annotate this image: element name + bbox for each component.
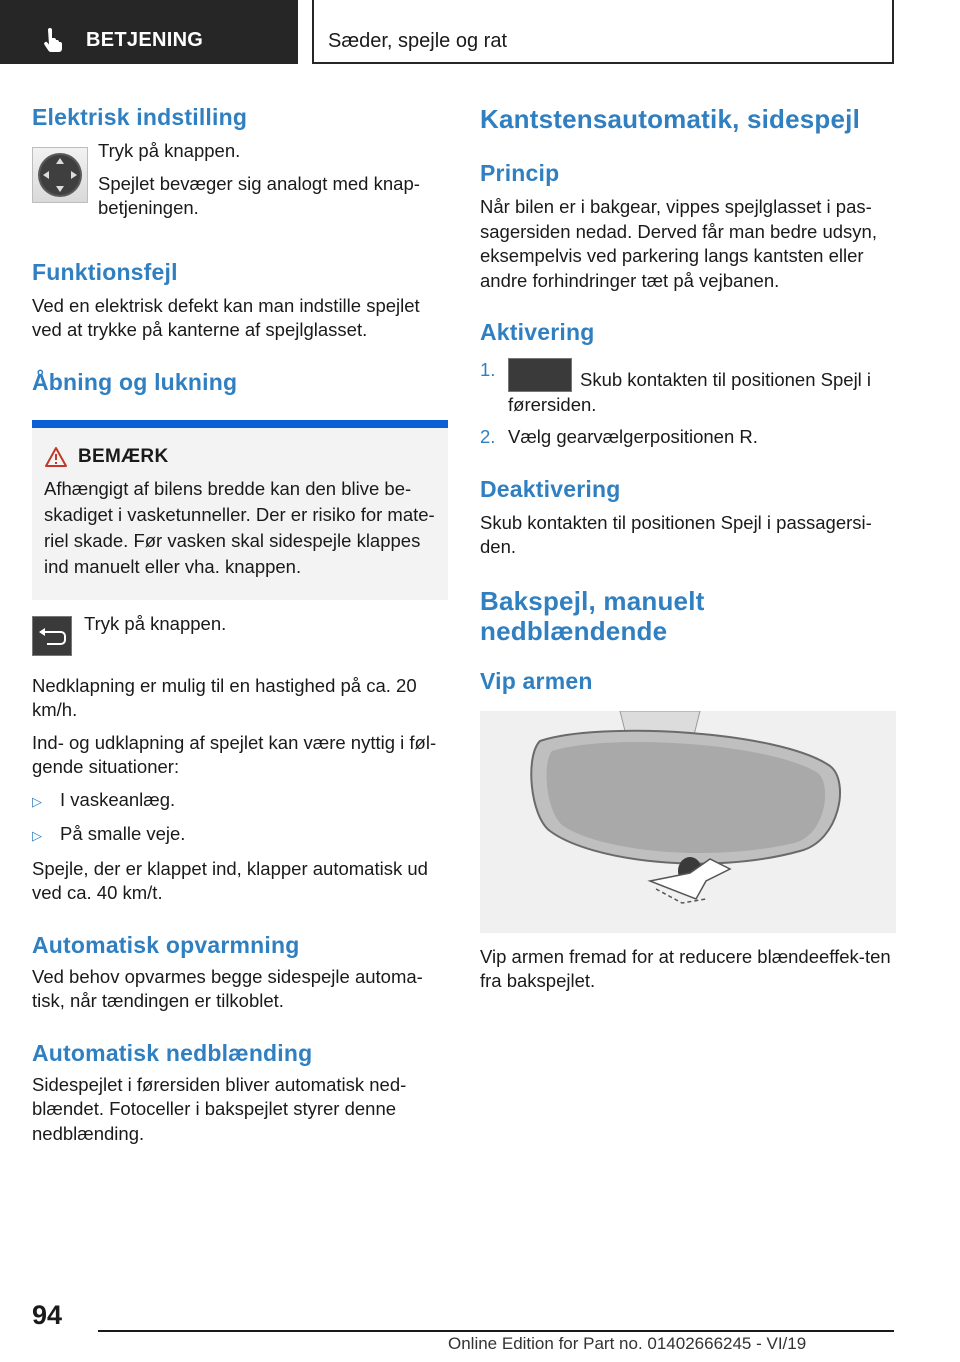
auto-out-text: Spejle, der er klappet ind, klapper automatisk ud ved ca. 40 km/t. (32, 857, 428, 903)
mirror-adjust-button-icon (32, 147, 88, 203)
electric-step1: Tryk på knappen. (98, 140, 241, 161)
heading-curb: Kantstensautomatik, sidespejl (480, 104, 861, 134)
notice-text: Afhængigt af bilens bredde kan den blive be-skadiget i vasketunneller. Der er risiko for mate-riel skade. Før vasken skal sidespejle klappes ind manuelt eller vha. knappen. (44, 477, 435, 577)
step-number: 2. (480, 426, 496, 447)
malfunction-text: Ved en elektrisk defekt kan man indstille spejlet ved at trykke på kanterne af spejlglasset. (32, 294, 420, 340)
fold-mirror-button-icon (32, 616, 72, 656)
step-item (480, 358, 896, 417)
step-text: Vælg gearvælgerpositionen R. (508, 426, 758, 447)
heating-text: Ved behov opvarmes begge sidespejle automa-tisk, når tændingen er tilkoblet. (32, 965, 423, 1011)
heading-folding: Åbning og lukning (32, 368, 238, 395)
step-item (480, 425, 896, 450)
list-item (32, 822, 448, 849)
right-column (480, 96, 896, 994)
heading-electric: Elektrisk indstilling (32, 104, 248, 130)
chapter-header (312, 0, 894, 64)
useful-text: Ind- og udklapning af spejlet kan være nyttig i føl-gende situationer: (32, 731, 437, 777)
step-text-value: Skub kontakten til positionen Spejl i førersiden. (508, 369, 872, 415)
dimming-text: Sidespejlet i førersiden bliver automatisk ned-blændet. Fotoceller i bakspejlet styrer denne nedblænding. (32, 1073, 407, 1144)
heading-dimming: Automatisk nedblænding (32, 1039, 313, 1066)
warning-triangle-icon (44, 446, 68, 468)
chapter-title: Sæder, spejle og rat (328, 30, 507, 52)
left-column (32, 96, 448, 1146)
page-number: 94 (32, 1300, 63, 1330)
activation-steps (480, 358, 896, 450)
notice-box (32, 428, 448, 600)
rearview-mirror-illustration (480, 711, 896, 933)
heading-principle: Princip (480, 160, 560, 186)
heading-rearview: Bakspejl, manuelt nedblændende (480, 585, 705, 646)
triangle-bullet-icon: ▷ (32, 793, 42, 809)
lever-text: Vip armen fremad for at reducere blændeeffek-ten fra bakspejlet. (480, 945, 891, 991)
fold-step (32, 612, 448, 656)
notice-label: BEMÆRK (78, 445, 169, 467)
triangle-bullet-icon: ▷ (32, 828, 42, 843)
section-tab-label: BETJENING (86, 29, 204, 51)
step-number: 1. (480, 359, 496, 380)
electric-step2: Spejlet bevæger sig analogt med knap-betjeningen. (98, 172, 420, 218)
step-text (508, 358, 896, 417)
footer-divider (98, 1330, 894, 1332)
notice-rule (32, 420, 448, 428)
heading-deactivation: Deaktivering (480, 475, 621, 502)
list-item-text: I vaskeanlæg. (60, 788, 176, 810)
principle-text: Når bilen er i bakgear, vippes spejlglasset i pas-sagersiden nedad. Derved får man bedre udsyn, eksempelvis ved parkering langs kantsten eller andre forhindringer tæt på vejbanen. (480, 196, 877, 291)
speed-note: Nedklapning er mulig til en hastighed på ca. 20 km/h. (32, 674, 417, 720)
heading-malfunction: Funktionsfejl (32, 258, 178, 285)
deactivation-text: Skub kontakten til positionen Spejl i passagersi-den. (480, 511, 872, 557)
heading-activation: Aktivering (480, 319, 595, 345)
heading-heating: Automatisk opvarmning (32, 931, 300, 958)
footer-edition: Online Edition for Part no. 01402666245 - VI/19 (448, 1334, 807, 1353)
section-tab[interactable] (0, 0, 298, 64)
heading-lever: Vip armen (480, 667, 593, 694)
list-item-text: På smalle veje. (60, 823, 186, 844)
situations-list (32, 788, 448, 849)
mirror-switch-icon (508, 358, 572, 392)
fold-press-text: Tryk på knappen. (84, 612, 227, 634)
hand-pointer-icon (42, 28, 64, 52)
electric-step (32, 140, 448, 221)
list-item (32, 788, 448, 815)
